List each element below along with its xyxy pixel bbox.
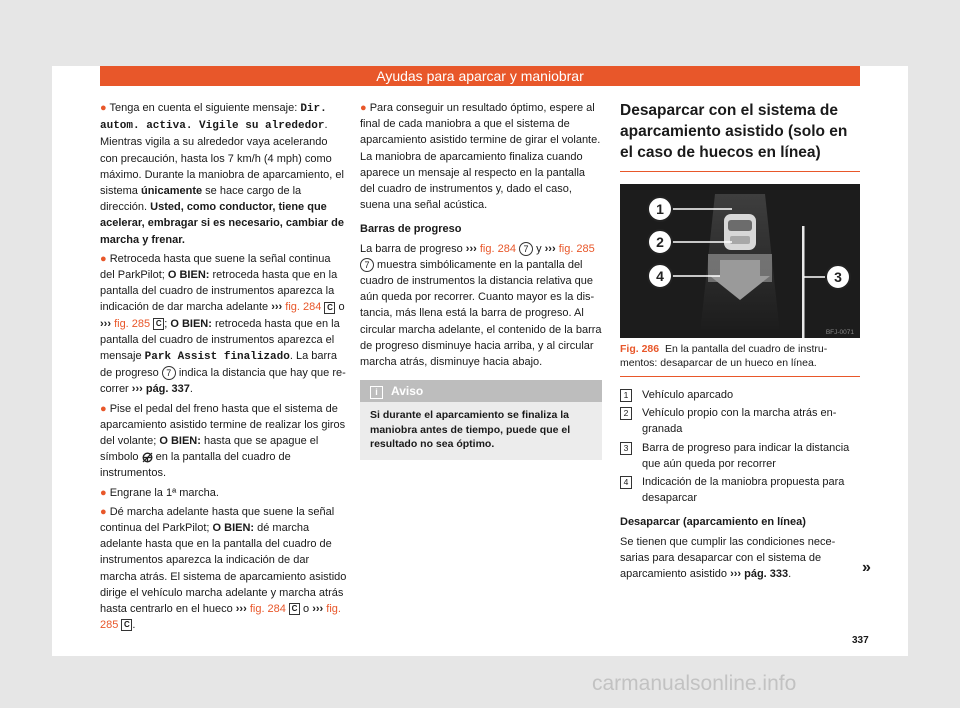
fig-285-link[interactable]: fig. 285 bbox=[114, 317, 151, 330]
item-number: 4 bbox=[620, 476, 632, 489]
page-ref-link[interactable]: pág. 337 bbox=[145, 383, 190, 396]
column-2 bbox=[360, 100, 602, 460]
bullet-paragraph: ● Tenga en cuenta el siguiente mensaje: Dir. autom. activa. Vigile su alrededor. Mientras vigila a su alrededor vaya acelerando con precaución, hasta los 7 km/h (4 mph) como máximo. Durante la maniobra de aparcamiento, el sistema únicamente se hace cargo de la dirección. Usted, como conductor, tiene que acelerar, embragar si es necesario, cambiar de marcha y frenar. bbox=[100, 102, 344, 246]
callout-number: 7 bbox=[360, 258, 374, 272]
page-header: Ayudas para aparcar y maniobrar bbox=[100, 66, 860, 86]
section-subtitle: Desaparcar (aparcamiento en línea) bbox=[620, 516, 806, 529]
fig-285-link[interactable]: fig. 285 bbox=[558, 242, 595, 255]
paragraph: Se tienen que cumplir las condiciones necesarias para desaparcar con el sistema de aparcamiento asistido ››› pág. 333. bbox=[620, 535, 836, 581]
section-title: Desaparcar con el sistema de aparcamiento asistido (solo en el caso de huecos en línea) bbox=[620, 100, 860, 172]
bullet-icon: ● bbox=[100, 252, 107, 265]
notice-header: i Aviso bbox=[360, 380, 602, 402]
figure-badge: C bbox=[121, 619, 132, 631]
bullet-icon: ● bbox=[100, 486, 107, 499]
legend-list bbox=[620, 387, 860, 506]
parked-car-icon bbox=[724, 214, 756, 250]
bullet-icon: ● bbox=[100, 505, 107, 518]
notice-box bbox=[360, 380, 602, 460]
figure-code: BFJ-0071 bbox=[825, 329, 854, 336]
fig-284-link[interactable]: fig. 284 bbox=[249, 603, 286, 616]
fig-284-link[interactable]: fig. 284 bbox=[479, 242, 516, 255]
list-item: 2 Vehículo propio con la marcha atrás engranada bbox=[620, 405, 860, 437]
callout-number: 7 bbox=[519, 242, 533, 256]
item-number: 3 bbox=[620, 442, 632, 455]
figure-badge: C bbox=[324, 302, 335, 314]
page-number: 337 bbox=[852, 635, 869, 646]
page-ref-link[interactable]: pág. 333 bbox=[744, 568, 789, 581]
notice-body: Si durante el aparcamiento se finaliza la maniobra antes de tiempo, puede que el resultado no sea óptimo. bbox=[370, 409, 571, 451]
figure-caption: Fig. 286 En la pantalla del cuadro de instrumentos: desaparcar de un hueco en línea. bbox=[620, 342, 860, 377]
figure-286 bbox=[620, 184, 860, 338]
message-text: Park Assist finalizado bbox=[144, 351, 290, 364]
bullet-icon: ● bbox=[100, 102, 107, 114]
bullet-paragraph: ● Engrane la 1ª marcha. bbox=[100, 486, 219, 499]
bullet-paragraph: ● Retroceda hasta que suene la señal continua del ParkPilot; O BIEN: retroceda hasta que en la pantalla del cuadro de instrumentos aparezca la indicación de dar marcha adelante ››› fig. 284 C o ››› fig. 285 C ; O BIEN: retroceda hasta que en la pantalla del cuadro de instrumentos aparezca el mensaje Park Assist finalizado. La barra de progreso 7 indica la distancia que hay que recorrer ››› pág. 337. bbox=[100, 252, 346, 396]
paragraph: La barra de progreso ››› fig. 284 7 y ››› fig. 285 7 muestra simbólicamente en la pantalla del cuadro de instrumentos la distancia relativa que aún queda por recorrer. Cuanto mayor es la distancia, más llena está la barra de progreso. Al circular marcha adelante, el contenido de la barra de progreso disminuye hacia arriba, y al circular marcha atrás, disminuye hacia abajo. bbox=[360, 242, 602, 369]
figure-badge: C bbox=[289, 603, 300, 615]
list-item: 1 Vehículo aparcado bbox=[620, 387, 860, 403]
figure-badge: C bbox=[153, 318, 164, 330]
bullet-icon: ● bbox=[100, 402, 107, 415]
svg-text:2: 2 bbox=[656, 234, 664, 250]
item-number: 2 bbox=[620, 407, 632, 420]
svg-text:4: 4 bbox=[656, 268, 664, 284]
column-1 bbox=[100, 100, 348, 637]
item-number: 1 bbox=[620, 389, 632, 402]
watermark: carmanualsonline.info bbox=[592, 672, 797, 695]
continue-mark: » bbox=[862, 559, 871, 576]
instrument-display-illustration bbox=[620, 184, 860, 338]
bullet-icon: ● bbox=[360, 102, 367, 114]
svg-text:1: 1 bbox=[656, 201, 664, 217]
bullet-paragraph: ● Pise el pedal del freno hasta que el sistema de aparcamiento asistido termine de realizar los giros del volante; O BIEN: hasta que se apague el símbolo en la pantalla del cuadro de instrumentos. bbox=[100, 402, 346, 480]
bullet-paragraph: ● Para conseguir un resultado óptimo, espere al final de cada maniobra a que el sistema de aparcamiento asistido termine de girar el volante. La maniobra de aparcamiento finaliza cuando aparece un mensaje al respecto en la pantalla del cuadro de instrumentos y, dado el caso, suena una señal acústica. bbox=[360, 102, 601, 212]
progress-bar bbox=[802, 226, 805, 338]
steering-assist-icon bbox=[142, 452, 153, 463]
column-3 bbox=[620, 100, 860, 585]
fig-285-link[interactable]: fig. 285 bbox=[100, 603, 341, 632]
bullet-paragraph: ● Dé marcha adelante hasta que suene la señal continua del ParkPilot; O BIEN: dé marcha adelante hasta que en la pantalla del cuadro de instrumentos aparezca la indicación de dar marcha atrás. El sistema de aparcamiento asistido dirige el vehículo marcha adelante y marcha atrás hasta centrarlo en el hueco ››› fig. 284 C o ››› fig. 285 C . bbox=[100, 505, 347, 632]
info-icon: i bbox=[370, 386, 383, 399]
section-subtitle: Barras de progreso bbox=[360, 223, 462, 236]
callout-number: 7 bbox=[162, 366, 176, 380]
fig-284-link[interactable]: fig. 284 bbox=[285, 301, 322, 314]
svg-text:3: 3 bbox=[834, 269, 842, 285]
list-item: 4 Indicación de la maniobra propuesta para desaparcar bbox=[620, 474, 860, 506]
list-item: 3 Barra de progreso para indicar la distancia que aún queda por recorrer bbox=[620, 440, 860, 472]
message-text: Dir. autom. activa. Vigile su alrededor bbox=[100, 103, 327, 133]
